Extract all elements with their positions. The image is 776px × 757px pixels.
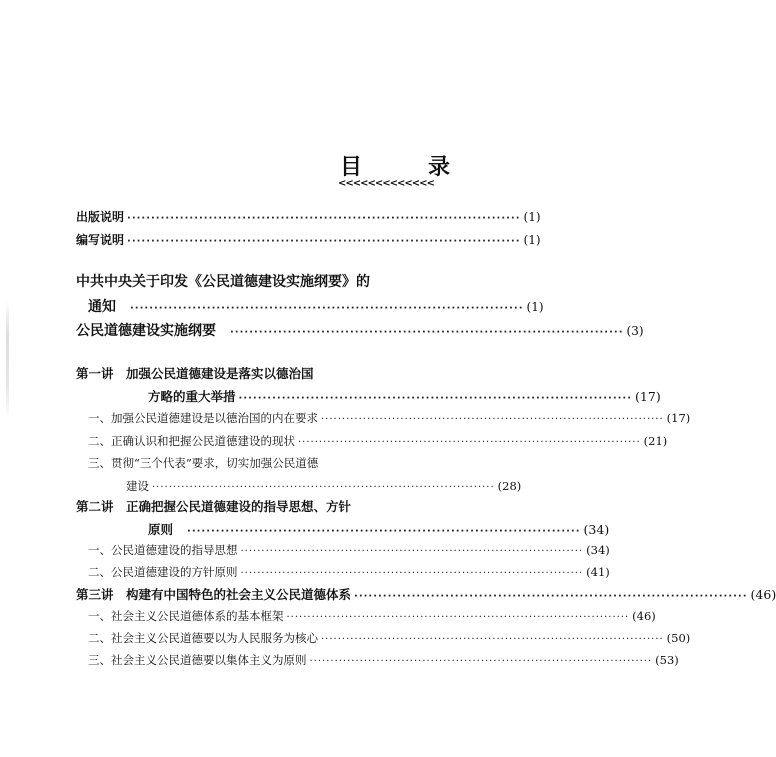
toc-entry-notice[interactable] (88, 296, 544, 316)
leader-dots: ·················································································· (309, 656, 653, 667)
leader-dots: ·················································································· (187, 526, 581, 537)
leader-dots: ·················································································· (321, 414, 664, 425)
toc-title-right: 录 (427, 155, 450, 180)
scan-shadow (6, 300, 9, 420)
leader-dots: ·················································································· (152, 482, 495, 493)
toc-title (340, 150, 450, 181)
toc-entry-l3-s3[interactable] (88, 652, 679, 668)
leader-dots: ·················································································· (130, 303, 524, 314)
entry-page: (1) (523, 210, 541, 224)
entry-title: 一、社会主义公民道德体系的基本框架 (88, 609, 284, 623)
title-decoration: <<<<<<<<<<<<< (338, 178, 434, 189)
toc-entry-l3-s1[interactable] (88, 608, 656, 624)
l1-s3-title-line1[interactable]: 三、贯彻“三个代表”要求，切实加强公民道德 (88, 456, 319, 470)
toc-entry-l1-s1[interactable] (88, 410, 691, 426)
entry-title: 建设 (126, 479, 149, 493)
leader-dots: ·················································································· (240, 546, 584, 557)
toc-entry-writing-note[interactable] (76, 231, 541, 248)
toc-entry-publishing-note[interactable] (76, 208, 541, 225)
entry-page: (34) (586, 543, 610, 557)
entry-page: (21) (643, 434, 668, 448)
toc-entry-l3-s2[interactable] (88, 630, 691, 646)
toc-entry-lecture2[interactable] (148, 520, 610, 538)
entry-page: (46) (750, 587, 776, 602)
notice-title-line1[interactable]: 中共中央关于印发《公民道德建设实施纲要》的 (76, 274, 370, 290)
entry-page: (41) (586, 565, 610, 579)
leader-dots: ·················································································· (240, 568, 584, 579)
entry-page: (1) (523, 233, 541, 247)
entry-title: 方略的重大举措 (148, 389, 236, 404)
entry-title: 公民道德建设实施纲要 (76, 323, 216, 339)
toc-entry-l2-s1[interactable] (88, 542, 610, 558)
entry-title: 第三讲 构建有中国特色的社会主义公民道德体系 (76, 587, 352, 602)
entry-page: (53) (655, 653, 679, 667)
entry-title: 原则 (148, 522, 174, 537)
lecture1-title-line1[interactable]: 第一讲 加强公民道德建设是落实以德治国 (76, 366, 314, 381)
toc-entry-l1-s3[interactable] (126, 478, 522, 494)
entry-page: (34) (583, 522, 610, 537)
entry-page: (50) (666, 631, 691, 645)
leader-dots: ·················································································· (354, 591, 748, 602)
entry-title: 二、社会主义公民道德要以为人民服务为核心 (88, 631, 318, 645)
entry-page: (46) (632, 609, 656, 623)
leader-dots: ·················································································· (238, 393, 633, 404)
toc-entry-l2-s2[interactable] (88, 564, 610, 580)
entry-title: 通知 (88, 299, 116, 315)
lecture2-title-line1[interactable]: 第二讲 正确把握公民道德建设的指导思想、方针 (76, 499, 352, 514)
entry-title: 出版说明 (76, 210, 125, 224)
entry-page: (1) (526, 300, 544, 314)
leader-dots: ·················································································· (321, 634, 664, 645)
toc-entry-l1-s2[interactable] (88, 433, 668, 449)
leader-dots: ·················································································· (127, 213, 521, 224)
entry-title: 二、公民道德建设的方针原则 (88, 565, 238, 579)
leader-dots: ·················································································· (230, 327, 624, 338)
entry-page: (28) (497, 479, 522, 493)
toc-title-left: 目 (340, 155, 363, 180)
leader-dots: ·················································································· (286, 612, 630, 623)
entry-page: (3) (626, 324, 644, 338)
entry-title: 三、社会主义公民道德要以集体主义为原则 (88, 653, 307, 667)
leader-dots: ·················································································· (127, 236, 521, 247)
entry-page: (17) (635, 389, 661, 404)
entry-title: 二、正确认识和把握公民道德建设的现状 (88, 434, 295, 448)
entry-title: 一、公民道德建设的指导思想 (88, 543, 238, 557)
toc-entry-lecture1[interactable] (148, 387, 661, 405)
toc-entry-outline[interactable] (76, 320, 644, 340)
entry-title: 一、加强公民道德建设是以德治国的内在要求 (88, 411, 318, 425)
toc-entry-lecture3[interactable] (76, 585, 776, 603)
entry-title: 编写说明 (76, 233, 125, 247)
leader-dots: ·················································································· (298, 437, 641, 448)
entry-page: (17) (666, 411, 691, 425)
